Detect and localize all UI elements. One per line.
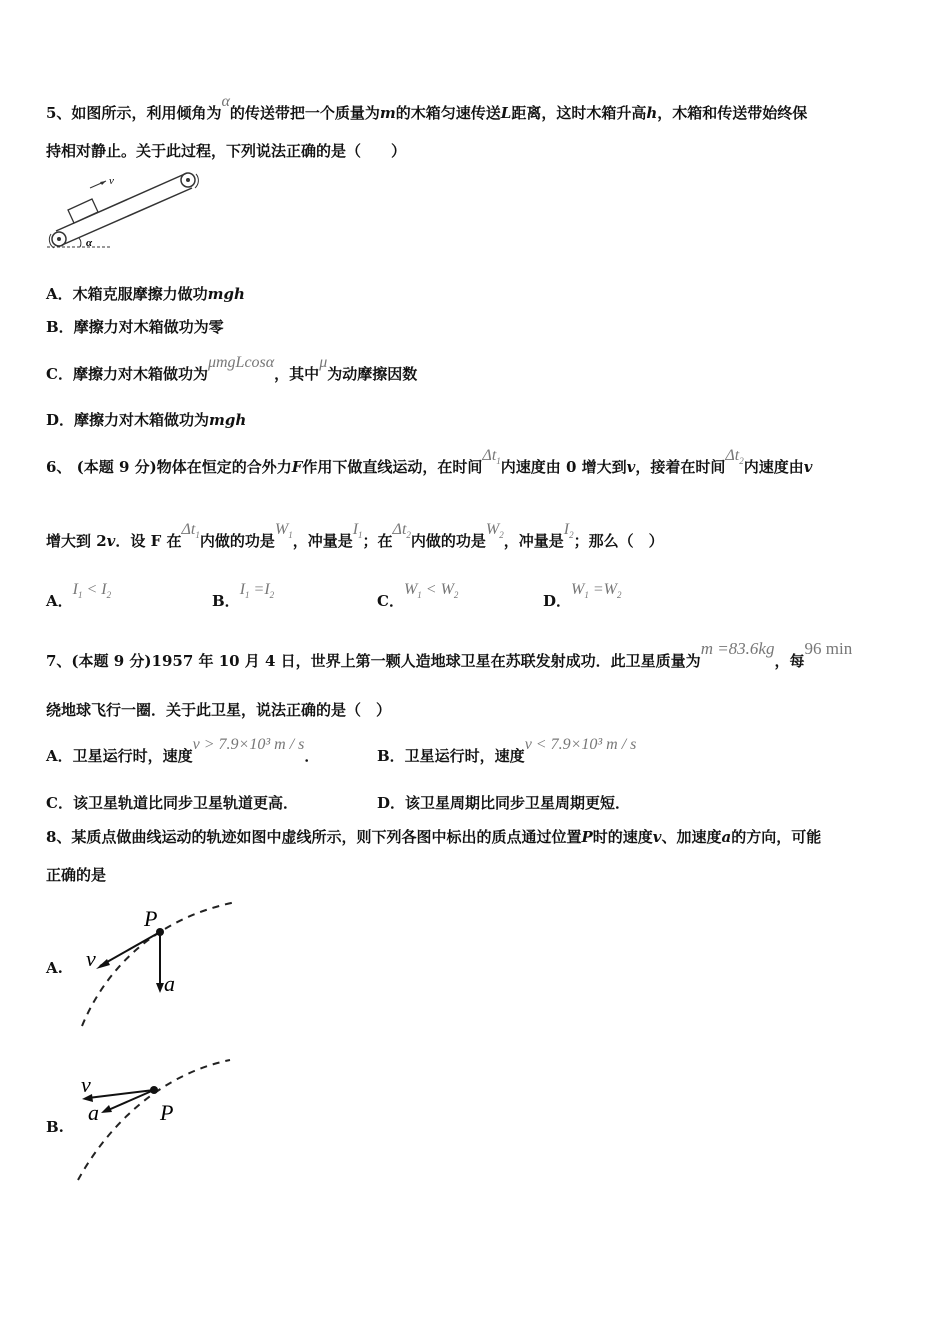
q5-option-a: A．木箱克服摩擦力做功mgh xyxy=(46,285,245,303)
fig-b-a-label: a xyxy=(88,1100,99,1125)
fig-alpha-label: α xyxy=(86,237,93,249)
q7-line2: 绕地球飞行一圈．关于此卫星，说法正确的是（ ） xyxy=(46,701,392,719)
q7-option-d: D．该卫星周期比同步卫星周期更短． xyxy=(377,794,631,812)
fig-b-v-label: v xyxy=(81,1072,91,1097)
q8-option-a-label: A. xyxy=(46,959,63,977)
q5-option-b: B．摩擦力对木箱做功为零 xyxy=(46,318,224,336)
fig-v-label: v xyxy=(109,175,114,187)
q5-line1: 5、如图所示，利用倾角为α的传送带把一个质量为m的木箱匀速传送L距离，这时木箱升高h，木箱和传送带始终保 xyxy=(46,93,808,122)
q6-option-d: D．$W_1 =W_2$ xyxy=(543,581,622,610)
q8-line1: 8、某质点做曲线运动的轨迹如图中虚线所示，则下列各图中标出的质点通过位置P时的速度v、加速度a的方向，可能 xyxy=(46,828,822,846)
q6-line1: 6、 (本题 9 分)物体在恒定的合外力F作用下做直线运动，在时间$\Delta t_1$内速度由 0 增大到v，接着在时间$\Delta t_2$内速度由v xyxy=(46,447,813,476)
fig-b-p-label: P xyxy=(160,1100,174,1125)
q6-option-b: B．$I_1 =I_2$ xyxy=(212,581,275,610)
q8-option-b-label: B. xyxy=(46,1118,64,1136)
q8-figure-b xyxy=(72,1056,242,1186)
q8-line2: 正确的是 xyxy=(46,866,107,884)
q7-option-c: C．该卫星轨道比同步卫星轨道更高． xyxy=(46,794,298,812)
q6-line2: 增大到 2v．设 F 在$\Delta t_1$内做的功是$W_1$，冲量是$I_1$；在$\Delta t_2$内做的功是$W_2$，冲量是$I_2$；那么（ ） xyxy=(46,521,664,550)
q5-line2: 持相对静止。关于此过程，下列说法正确的是（ ） xyxy=(46,142,407,160)
q6-option-c: C．$W_1 < W_2$ xyxy=(377,581,459,610)
q5-option-c: C．摩擦力对木箱做功为μmgLcosα，其中μ为动摩擦因数 xyxy=(46,354,418,383)
fig-a-v-label: v xyxy=(86,946,96,971)
q7-option-a: A．卫星运行时，速度v > 7.9×10³ m / s． xyxy=(46,736,320,765)
fig-a-p-label: P xyxy=(144,906,158,931)
fig-a-a-label: a xyxy=(164,971,175,996)
q6-option-a: A．$I_1 < I_2$ xyxy=(46,581,112,610)
q7-line1: 7、(本题 9 分)1957 年 10 月 4 日，世界上第一颗人造地球卫星在苏联发射成功．此卫星质量为m =83.6kg，每96 min xyxy=(46,639,853,670)
q8-figure-a xyxy=(76,898,246,1030)
q7-option-b: B．卫星运行时，速度v < 7.9×10³ m / s xyxy=(377,736,637,765)
q5-option-d: D．摩擦力对木箱做功为mgh xyxy=(46,411,247,429)
conveyor-figure xyxy=(44,168,204,252)
